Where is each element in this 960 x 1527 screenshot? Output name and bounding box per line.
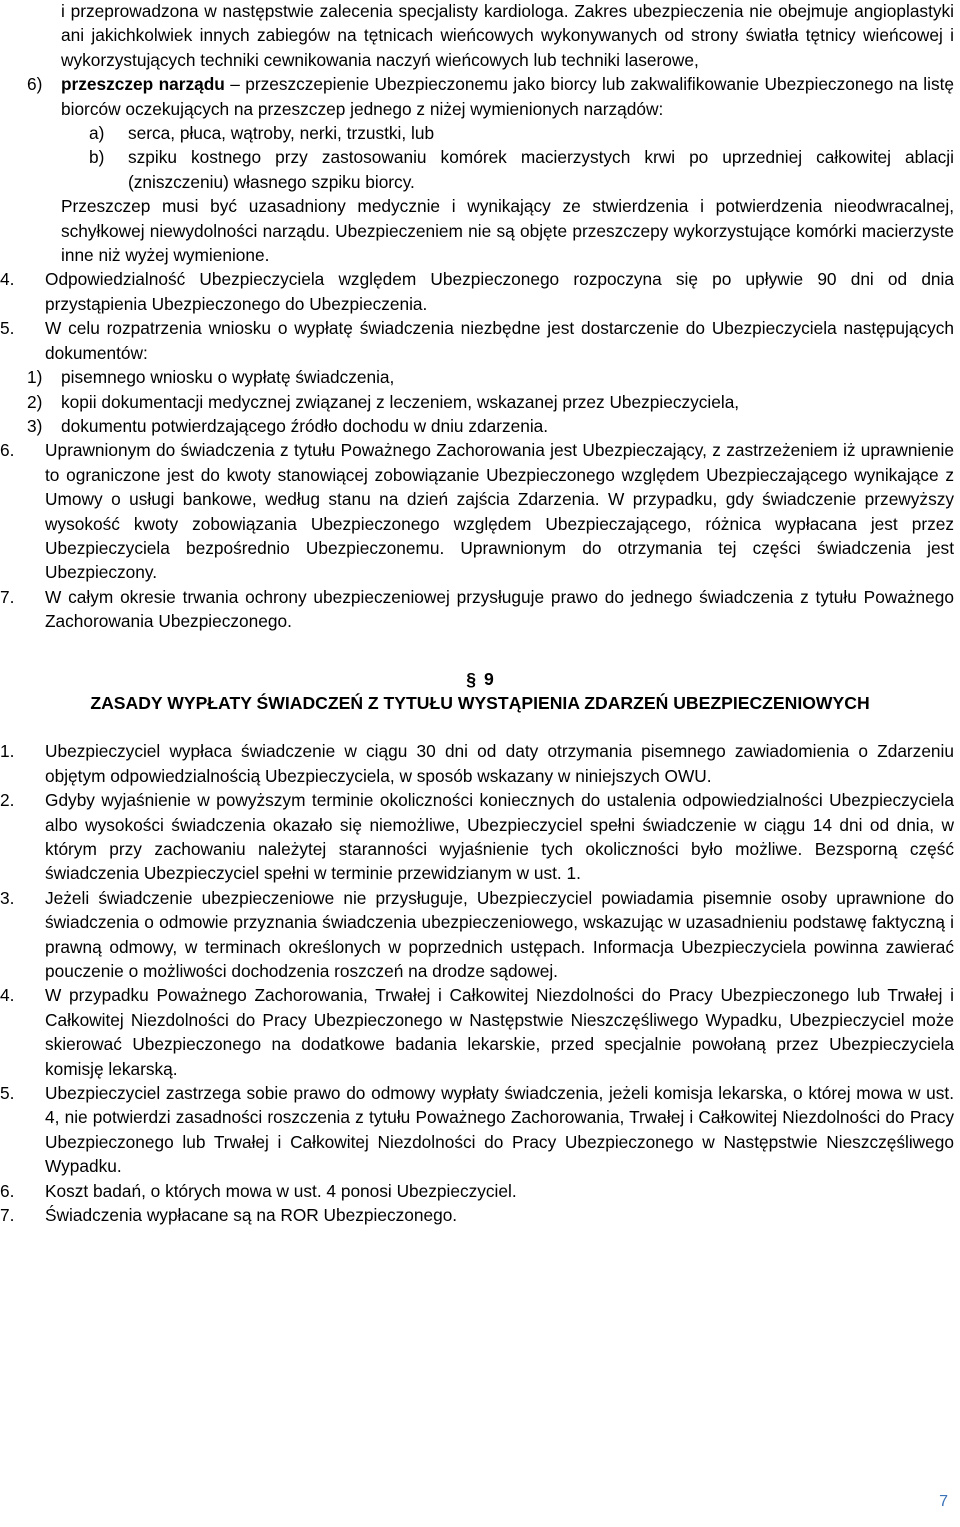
section-point-4: [0, 983, 954, 1081]
section-point-1: [0, 739, 954, 788]
doc-text: pisemnego wniosku o wypłatę świadczenia,: [61, 367, 395, 388]
section-number: [0, 667, 960, 691]
document-item-2: [27, 390, 954, 414]
definition-item-transplant: [27, 72, 954, 121]
document-item-3: [27, 414, 954, 438]
subitem-letter: a): [89, 123, 105, 144]
section-title: ZASADY WYPŁATY ŚWIADCZEŃ Z TYTUŁU WYSTĄPIENIA ZDARZEŃ UBEZPIECZENIOWYCH: [90, 692, 870, 713]
point-text: W przypadku Poważnego Zachorowania, Trwałej i Całkowitej Niezdolności do Pracy Ubezpieczonego lub Trwałej i Całkowitej Niezdolności do Pracy Ubezpieczonego w Następstwie Nieszczęśliwego Wypadku, Ubezpieczyciel może skierować Ubezpieczonego na dodatkowe badania lekarskie, przed specjalnie powołaną przez Ubezpieczyciela komisję lekarską.: [45, 985, 954, 1079]
doc-number: 1): [27, 367, 43, 388]
point-7: [0, 585, 954, 634]
point-number: 7.: [0, 586, 15, 607]
page-number: 7: [939, 1493, 948, 1510]
item-number: 6): [27, 74, 43, 95]
point-number: 1.: [0, 741, 15, 762]
doc-number: 3): [27, 415, 43, 436]
point-text: W celu rozpatrzenia wniosku o wypłatę świadczenia niezbędne jest dostarczenie do Ubezpieczyciela następujących dokumentów:: [45, 318, 954, 363]
point-text: Ubezpieczyciel wypłaca świadczenie w ciągu 30 dni od daty otrzymania pisemnego zawiadomienia o Zdarzeniu objętym odpowiedzialnością Ubezpieczyciela, w sposób wskazany w niniejszych OWU.: [45, 741, 954, 786]
point-number: 7.: [0, 1205, 15, 1226]
point-text: W całym okresie trwania ochrony ubezpieczeniowej przysługuje prawo do jednego świadczenia z tytułu Poważnego Zachorowania Ubezpieczonego.: [45, 586, 954, 632]
section-point-5: [0, 1081, 954, 1179]
point-5: [0, 316, 954, 365]
point-text: Gdyby wyjaśnienie w powyższym terminie okoliczności koniecznych do ustalenia odpowiedzialności Ubezpieczyciela albo wysokości świadczenia okazało się niemożliwe, Ubezpieczyciel spełni świadczenie w ciągu 14 dni od dnia, w którym przy zachowaniu należytej staranności wyjaśnienie tych okoliczności było możliwe. Bezsporną część świadczenia Ubezpieczyciel spełni w terminie przewidzianym w ust. 1.: [45, 790, 954, 884]
section-symbol: §: [466, 668, 476, 689]
document-item-1: [27, 365, 954, 389]
point-text: Jeżeli świadczenie ubezpieczeniowe nie przysługuje, Ubezpieczyciel powiadamia pisemnie osoby uprawnione do świadczenia o odmowie przyznania świadczenia ubezpieczeniowego, wskazując w uzasadnieniu podstawę faktyczną i prawną odmowy, w terminach określonych w poprzednich ustępach. Informacja Ubezpieczyciela powinna zawierać pouczenie o możliwości dochodzenia roszczeń na drodze sądowej.: [45, 887, 954, 982]
point-text: Odpowiedzialność Ubezpieczyciela względem Ubezpieczonego rozpoczyna się po upływie 90 dni od dnia przystąpienia Ubezpieczonego do Ubezpieczenia.: [45, 269, 954, 314]
point-4: [0, 267, 954, 316]
subitem-text: serca, płuca, wątroby, nerki, trzustki, lub: [128, 123, 435, 144]
subitem-text: szpiku kostnego przy zastosowaniu komórek macierzystych krwi po uprzedniej całkowitej ablacji (zniszczeniu) własnego szpiku biorcy.: [128, 147, 954, 192]
point-number: 4.: [0, 985, 15, 1006]
subitem-a: [89, 121, 954, 145]
point-number: 6.: [0, 440, 15, 461]
point-number: 2.: [0, 790, 15, 811]
doc-text: dokumentu potwierdzającego źródło dochodu w dniu zdarzenia.: [61, 415, 549, 436]
subitem-letter: b): [89, 147, 105, 168]
point-text: Uprawnionym do świadczenia z tytułu Poważnego Zachorowania jest Ubezpieczający, z zastrzeżeniem iż uprawnienie to ograniczone jest do kwoty stanowiącej zobowiązanie Ubezpieczonego względem Ubezpieczającego wynikające z Umowy o usługi bankowe, według stanu na dzień zajścia Zdarzenia. W przypadku, gdy świadczenie przewyższy wysokość kwoty zobowiązania Ubezpieczonego względem Ubezpieczającego, różnica wypłacana jest przez Ubezpieczyciela bezpośrednio Ubezpieczonemu. Uprawnionym do otrzymania tej części świadczenia jest Ubezpieczony.: [45, 440, 954, 583]
subitem-b: [89, 145, 954, 194]
term-bold: przeszczep narządu: [61, 74, 225, 95]
doc-text: kopii dokumentacji medycznej związanej z leczeniem, wskazanej przez Ubezpieczyciela,: [61, 391, 740, 412]
point-number: 3.: [0, 887, 15, 908]
section-point-3: [0, 886, 954, 984]
point-text: Świadczenia wypłacane są na ROR Ubezpieczonego.: [45, 1205, 458, 1226]
intro-paragraph: i przeprowadzona w następstwie zalecenia specjalisty kardiologa. Zakres ubezpieczenia nie obejmuje angioplastyki ani jakichkolwiek innych zabiegów na tętnicach wieńcowych wykonywanych od strony światła tętnicy wieńcowej i wykorzystujących techniki cewnikowania naczyń wieńcowych lub techniki laserowe,: [61, 1, 954, 70]
point-number: 6.: [0, 1180, 15, 1201]
section-point-6: [0, 1179, 954, 1203]
section-point-7: [0, 1203, 954, 1227]
point-text: Koszt badań, o których mowa w ust. 4 ponosi Ubezpieczyciel.: [45, 1180, 517, 1201]
doc-number: 2): [27, 391, 43, 412]
item-text: [61, 72, 954, 121]
point-number: 5.: [0, 1083, 15, 1104]
section-point-2: [0, 788, 954, 886]
section-number-value: 9: [484, 668, 494, 689]
transplant-note: Przeszczep musi być uzasadniony medycznie i wynikający ze stwierdzenia i potwierdzenia nieodwracalnej, schyłkowej niewydolności narządu. Ubezpieczeniem nie są objęte przeszczepy wykorzystujące komórki macierzyste inne niż wyżej wymienione.: [61, 196, 954, 266]
point-number: 5.: [0, 318, 15, 339]
point-number: 4.: [0, 269, 15, 290]
term-definition: – przeszczepienie Ubezpieczonemu jako biorcy lub zakwalifikowanie Ubezpieczonego na listę biorców oczekujących na przeszczep jednego z niżej wymienionych narządów:: [61, 74, 954, 119]
point-text: Ubezpieczyciel zastrzega sobie prawo do odmowy wypłaty świadczenia, jeżeli komisja lekarska, o której mowa w ust. 4, nie potwierdzi zasadności roszczenia z tytułu Poważnego Zachorowania, Trwałej i Całkowitej Niezdolności do Pracy Ubezpieczonego lub Trwałej i Całkowitej Niezdolności do Pracy Ubezpieczonego w Następstwie Nieszczęśliwego Wypadku.: [45, 1083, 954, 1177]
point-6: [0, 438, 954, 584]
